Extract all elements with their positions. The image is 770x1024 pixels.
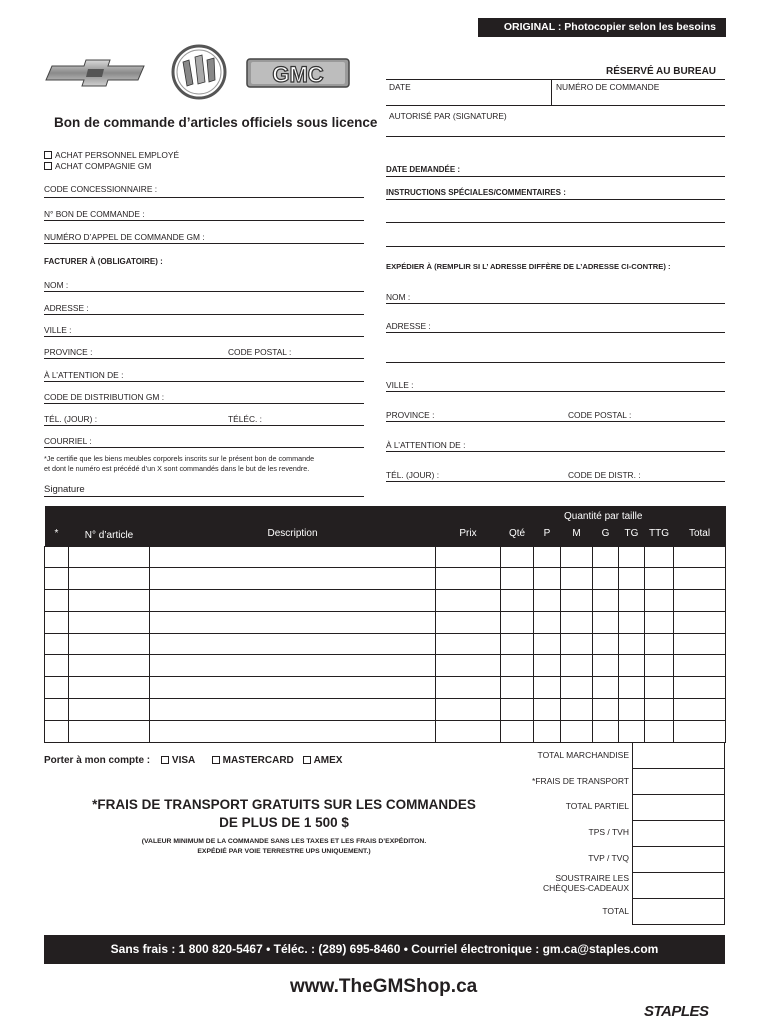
table-cell[interactable]	[69, 611, 150, 633]
size-quantity-header: Quantité par taille	[564, 511, 643, 522]
bill-province-label: PROVINCE :	[44, 347, 93, 357]
table-cell[interactable]	[45, 655, 69, 677]
bill-email-label: COURRIEL :	[44, 436, 92, 446]
instructions-line-2[interactable]	[386, 222, 725, 223]
ship-attention-label: À L’ATTENTION DE :	[386, 440, 466, 450]
table-cell[interactable]	[534, 720, 561, 742]
table-cell[interactable]	[69, 633, 150, 655]
payment-label: Porter à mon compte :	[44, 755, 151, 766]
items-body	[45, 546, 726, 742]
table-cell[interactable]	[645, 677, 674, 699]
tps-label: TPS / TVH	[588, 827, 629, 837]
table-cell[interactable]	[619, 655, 645, 677]
table-cell[interactable]	[561, 633, 593, 655]
gmc-logo-text: GMC	[272, 62, 324, 87]
office-order-number-label: NUMÉRO DE COMMANDE	[556, 82, 660, 92]
table-cell[interactable]	[436, 568, 501, 590]
table-row	[45, 633, 726, 655]
table-cell[interactable]	[534, 568, 561, 590]
table-cell[interactable]	[436, 699, 501, 721]
table-cell[interactable]	[593, 677, 619, 699]
ship-name-field[interactable]	[386, 303, 725, 304]
table-cell[interactable]	[561, 655, 593, 677]
bill-city-field[interactable]	[44, 336, 364, 337]
table-cell[interactable]	[436, 633, 501, 655]
bill-postal-label: CODE POSTAL :	[228, 347, 292, 357]
bill-province-postal-field[interactable]	[44, 358, 364, 359]
table-cell[interactable]	[150, 590, 436, 612]
ship-province-label: PROVINCE :	[386, 410, 435, 420]
ship-distr-code-label: CODE DE DISTR. :	[568, 470, 641, 480]
company-purchase-label: ACHAT COMPAGNIE GM	[55, 161, 152, 171]
table-cell[interactable]	[69, 699, 150, 721]
ship-attention-field[interactable]	[386, 451, 725, 452]
table-cell[interactable]	[619, 568, 645, 590]
checkbox-box	[212, 756, 220, 764]
amex-checkbox[interactable]	[303, 755, 343, 766]
table-cell[interactable]	[593, 590, 619, 612]
totals-divider	[632, 768, 725, 769]
staples-logo: STAPLES	[644, 1003, 709, 1020]
totals-divider	[632, 794, 725, 795]
dealer-code-label: CODE CONCESSIONNAIRE :	[44, 184, 158, 194]
certification-text-1: *Je certifie que les biens meubles corporels inscrits sur le présent bon de commande	[44, 454, 315, 463]
mastercard-label: MASTERCARD	[222, 755, 294, 766]
table-cell[interactable]	[619, 677, 645, 699]
totals-divider	[632, 872, 725, 873]
table-cell[interactable]	[150, 546, 436, 568]
original-banner: ORIGINAL : Photocopier selon les besoins	[478, 18, 726, 37]
col-size-m: M	[561, 506, 593, 546]
table-cell[interactable]	[593, 720, 619, 742]
table-row	[45, 655, 726, 677]
ship-city-field[interactable]	[386, 391, 725, 392]
table-cell[interactable]	[69, 590, 150, 612]
dealer-code-field[interactable]	[44, 197, 364, 198]
table-cell[interactable]	[674, 633, 726, 655]
table-cell[interactable]	[674, 677, 726, 699]
table-cell[interactable]	[69, 655, 150, 677]
gmc-logo	[246, 58, 350, 88]
col-total: Total	[674, 506, 726, 546]
table-cell[interactable]	[45, 720, 69, 742]
table-cell[interactable]	[501, 633, 534, 655]
bill-address-field[interactable]	[44, 314, 364, 315]
table-cell[interactable]	[561, 590, 593, 612]
items-table	[44, 506, 726, 743]
shipping-fee-label: *FRAIS DE TRANSPORT	[532, 776, 629, 786]
table-cell[interactable]	[69, 720, 150, 742]
table-cell[interactable]	[501, 677, 534, 699]
employee-purchase-label: ACHAT PERSONNEL EMPLOYÉ	[55, 150, 180, 160]
table-cell[interactable]	[674, 720, 726, 742]
table-cell[interactable]	[150, 677, 436, 699]
ship-to-label: EXPÉDIER À (REMPLIR SI L’ ADRESSE DIFFÈRE DE L’ADRESSE CI-CONTRE) :	[386, 262, 671, 271]
bill-attention-label: À L’ATTENTION DE :	[44, 370, 124, 380]
table-cell[interactable]	[45, 699, 69, 721]
totals-divider	[632, 820, 725, 821]
signature-label: Signature	[44, 484, 85, 495]
table-cell[interactable]	[45, 568, 69, 590]
bill-email-field[interactable]	[44, 447, 364, 448]
bill-name-field[interactable]	[44, 291, 364, 292]
totals-divider	[632, 898, 725, 899]
table-cell[interactable]	[674, 590, 726, 612]
table-cell[interactable]	[534, 677, 561, 699]
ship-phone-label: TÉL. (JOUR) :	[386, 470, 440, 480]
signature-field[interactable]	[44, 496, 364, 497]
ship-address-field-2[interactable]	[386, 362, 725, 363]
table-cell[interactable]	[501, 611, 534, 633]
col-item-number-label: N° d’article	[84, 529, 134, 541]
table-cell[interactable]	[45, 590, 69, 612]
table-cell[interactable]	[534, 699, 561, 721]
table-cell[interactable]	[561, 720, 593, 742]
bill-phone-fax-field[interactable]	[44, 425, 364, 426]
table-cell[interactable]	[645, 568, 674, 590]
table-cell[interactable]	[619, 590, 645, 612]
bill-to-label: FACTURER À (OBLIGATOIRE) :	[44, 257, 163, 266]
table-cell[interactable]	[501, 699, 534, 721]
free-shipping-note-2: EXPÉDIÉ PAR VOIE TERRESTRE UPS UNIQUEMENT.)	[197, 848, 371, 855]
table-row	[45, 546, 726, 568]
po-number-field[interactable]	[44, 220, 364, 221]
table-cell[interactable]	[436, 611, 501, 633]
checkbox-box	[303, 756, 311, 764]
table-cell[interactable]	[534, 633, 561, 655]
office-bottom-line	[386, 136, 725, 137]
instructions-label: INSTRUCTIONS SPÉCIALES/COMMENTAIRES :	[386, 188, 566, 197]
buick-logo	[171, 44, 227, 100]
table-cell[interactable]	[561, 699, 593, 721]
website-link[interactable]: www.TheGMShop.ca	[290, 976, 478, 997]
date-requested-field[interactable]	[386, 176, 725, 177]
gm-call-number-label: NUMÉRO D’APPEL DE COMMANDE GM :	[44, 232, 205, 242]
table-cell[interactable]	[150, 568, 436, 590]
office-divider	[551, 79, 552, 105]
table-cell[interactable]	[534, 546, 561, 568]
col-description: Description	[150, 506, 436, 546]
table-cell[interactable]	[150, 699, 436, 721]
table-cell[interactable]	[436, 655, 501, 677]
table-cell[interactable]	[45, 677, 69, 699]
table-cell[interactable]	[619, 720, 645, 742]
certification-text-2: et dont le numéro est précédé d’un X sont commandés dans le but de les revendre.	[44, 464, 310, 473]
table-cell[interactable]	[534, 611, 561, 633]
bill-city-label: VILLE :	[44, 325, 72, 335]
table-cell[interactable]	[593, 633, 619, 655]
bill-phone-label: TÉL. (JOUR) :	[44, 414, 98, 424]
table-cell[interactable]	[69, 546, 150, 568]
form-title: Bon de commande d’articles officiels sous licence	[54, 115, 378, 130]
table-cell[interactable]	[674, 655, 726, 677]
table-cell[interactable]	[645, 611, 674, 633]
table-cell[interactable]	[45, 611, 69, 633]
table-cell[interactable]	[534, 590, 561, 612]
checkbox-box	[44, 162, 52, 170]
gift-cards-label-2: CHÈQUES-CADEAUX	[543, 883, 629, 893]
gm-dist-code-field[interactable]	[44, 403, 364, 404]
checkbox-box	[44, 151, 52, 159]
gift-cards-label-1: SOUSTRAIRE LES	[555, 873, 629, 883]
table-cell[interactable]	[645, 655, 674, 677]
instructions-line-1[interactable]	[386, 199, 725, 200]
col-size-tg: TG	[619, 506, 645, 546]
office-date-label: DATE	[389, 82, 411, 92]
table-cell[interactable]	[561, 677, 593, 699]
table-cell[interactable]	[150, 655, 436, 677]
table-cell[interactable]	[150, 611, 436, 633]
col-size-p: P	[534, 506, 561, 546]
table-cell[interactable]	[645, 590, 674, 612]
table-cell[interactable]	[619, 546, 645, 568]
col-qty: Qté	[501, 506, 534, 546]
chevrolet-logo	[44, 58, 150, 88]
table-cell[interactable]	[645, 633, 674, 655]
table-cell[interactable]	[501, 590, 534, 612]
bill-fax-label: TÉLÉC. :	[228, 414, 262, 424]
table-cell[interactable]	[436, 590, 501, 612]
table-row	[45, 699, 726, 721]
table-cell[interactable]	[619, 611, 645, 633]
payment-row	[44, 755, 342, 766]
ship-name-label: NOM :	[386, 292, 411, 302]
table-cell[interactable]	[619, 699, 645, 721]
table-row	[45, 720, 726, 742]
table-cell[interactable]	[645, 720, 674, 742]
instructions-line-3[interactable]	[386, 246, 725, 247]
table-cell[interactable]	[561, 546, 593, 568]
employee-purchase-checkbox[interactable]	[44, 150, 179, 160]
ship-address-field-1[interactable]	[386, 332, 725, 333]
gm-dist-code-label: CODE DE DISTRIBUTION GM :	[44, 392, 165, 402]
office-top-line	[386, 79, 725, 80]
ship-phone-distr-field[interactable]	[386, 481, 725, 482]
bill-name-label: NOM :	[44, 280, 69, 290]
table-cell[interactable]	[645, 546, 674, 568]
table-cell[interactable]	[561, 568, 593, 590]
table-cell[interactable]	[674, 546, 726, 568]
table-cell[interactable]	[150, 633, 436, 655]
table-cell[interactable]	[436, 546, 501, 568]
table-row	[45, 677, 726, 699]
date-requested-label: DATE DEMANDÉE :	[386, 165, 461, 174]
free-shipping-line-2: DE PLUS DE 1 500 $	[219, 815, 349, 830]
subtotal-label: TOTAL PARTIEL	[565, 801, 629, 811]
grand-total-label: TOTAL	[602, 906, 629, 916]
bill-attention-field[interactable]	[44, 381, 364, 382]
table-cell[interactable]	[674, 699, 726, 721]
table-cell[interactable]	[593, 611, 619, 633]
table-cell[interactable]	[645, 699, 674, 721]
company-purchase-checkbox[interactable]	[44, 161, 151, 171]
free-shipping-line-1: *FRAIS DE TRANSPORT GRATUITS SUR LES COMMANDES	[92, 797, 476, 812]
col-item-number	[69, 506, 150, 546]
table-row	[45, 568, 726, 590]
table-cell[interactable]	[501, 655, 534, 677]
col-price: Prix	[436, 506, 501, 546]
gm-call-number-field[interactable]	[44, 243, 364, 244]
table-cell[interactable]	[69, 568, 150, 590]
total-merch-label: TOTAL MARCHANDISE	[537, 750, 629, 760]
table-cell[interactable]	[593, 546, 619, 568]
col-size-ttg: TTG	[645, 506, 674, 546]
ship-address-label: ADRESSE :	[386, 321, 431, 331]
office-authorized-label: AUTORISÉ PAR (SIGNATURE)	[389, 111, 507, 121]
po-number-label: N° BON DE COMMANDE :	[44, 209, 145, 219]
col-star: *	[45, 506, 69, 546]
table-cell[interactable]	[45, 633, 69, 655]
table-cell[interactable]	[501, 546, 534, 568]
contact-footer: Sans frais : 1 800 820-5467 • Téléc. : (289) 695-8460 • Courriel électronique : gm.ca@staples.com	[44, 935, 725, 964]
table-cell[interactable]	[674, 568, 726, 590]
table-cell[interactable]	[561, 611, 593, 633]
table-cell[interactable]	[674, 611, 726, 633]
ship-province-postal-field[interactable]	[386, 421, 725, 422]
table-cell[interactable]	[619, 633, 645, 655]
table-cell[interactable]	[150, 720, 436, 742]
visa-label: VISA	[171, 755, 195, 766]
table-cell[interactable]	[45, 546, 69, 568]
table-cell[interactable]	[501, 720, 534, 742]
table-cell[interactable]	[593, 568, 619, 590]
office-mid-line	[386, 105, 725, 106]
bill-address-label: ADRESSE :	[44, 303, 89, 313]
table-cell[interactable]	[436, 720, 501, 742]
mastercard-checkbox[interactable]	[212, 755, 294, 766]
table-cell[interactable]	[593, 655, 619, 677]
table-row	[45, 590, 726, 612]
totals-divider	[632, 846, 725, 847]
checkbox-box	[161, 756, 169, 764]
amex-label: AMEX	[313, 755, 343, 766]
ship-postal-label: CODE POSTAL :	[568, 410, 632, 420]
visa-checkbox[interactable]	[161, 755, 195, 766]
tvp-label: TVP / TVQ	[588, 853, 629, 863]
col-size-g: G	[593, 506, 619, 546]
table-cell[interactable]	[593, 699, 619, 721]
free-shipping-note-1: (VALEUR MINIMUM DE LA COMMANDE SANS LES TAXES ET LES FRAIS D’EXPÉDITON.	[141, 838, 427, 845]
table-cell[interactable]	[69, 677, 150, 699]
table-cell[interactable]	[501, 568, 534, 590]
table-cell[interactable]	[436, 677, 501, 699]
table-cell[interactable]	[534, 655, 561, 677]
office-header: RÉSERVÉ AU BUREAU	[606, 66, 717, 77]
ship-city-label: VILLE :	[386, 380, 414, 390]
table-row	[45, 611, 726, 633]
